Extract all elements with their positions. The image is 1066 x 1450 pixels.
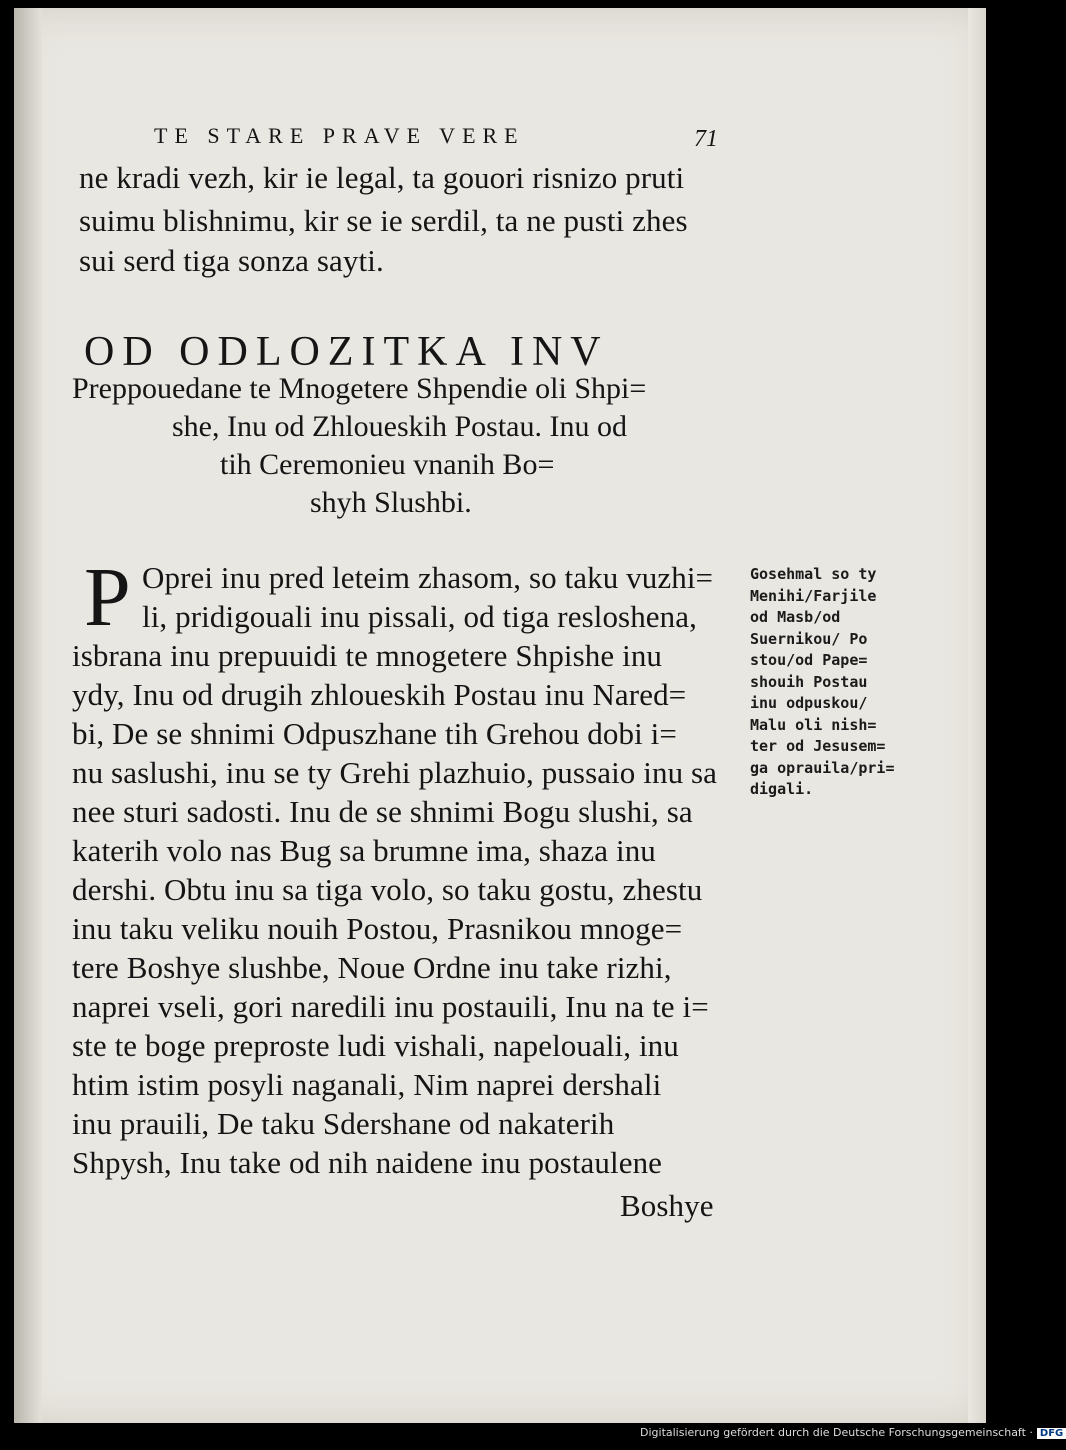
body-line: bi, De se shnimi Odpuszhane tih Grehou dobi i= (72, 716, 677, 751)
body-line: li, pridigouali inu pissali, od tiga resloshena, (142, 599, 697, 634)
body-line: tere Boshye slushbe, Noue Ordne inu take rizhi, (72, 950, 672, 985)
top-line: suimu blishnimu, kir se ie serdil, ta ne pusti zhes (79, 203, 688, 238)
marginal-note-line: Suernikou/ Po (750, 629, 868, 648)
body-line: dershi. Obtu inu sa tiga volo, so taku gostu, zhestu (72, 872, 703, 907)
section-heading: OD ODLOZITKA INV (84, 329, 609, 375)
marginal-note-line: ga oprauila/pri= (750, 758, 895, 777)
body-line: inu prauili, De taku Sdershane od nakaterih (72, 1106, 615, 1141)
body-line: inu taku veliku nouih Postou, Prasnikou mnoge= (72, 911, 683, 946)
dfg-logo: DFG (1037, 1428, 1066, 1439)
body-line: nu saslushi, inu se ty Grehi plazhuio, pussaio inu sa (72, 755, 718, 790)
marginal-note-line: od Masb/od (750, 608, 841, 626)
body-line: naprei vseli, gori naredili inu postauili, Inu na te i= (72, 989, 709, 1024)
running-head: TE STARE PRAVE VERE (154, 123, 525, 148)
drop-cap: P (84, 551, 131, 644)
marginal-note-line: Gosehmal so ty (750, 565, 877, 583)
footer-text: Digitalisierung gefördert durch die Deutsche Forschungsgemeinschaft · (640, 1426, 1033, 1439)
digitization-footer (640, 1426, 1066, 1439)
marginal-note-line: Menihi/Farjile (750, 586, 877, 605)
marginal-note-line: stou/od Pape= (750, 651, 868, 669)
marginal-note-line: ter od Jesusem= (750, 737, 886, 755)
body-line: Oprei inu pred leteim zhasom, so taku vuzhi= (142, 560, 714, 595)
marginal-note-line: Malu oli nish= (750, 715, 877, 734)
top-line: ne kradi vezh, kir ie legal, ta gouori risnizo pruti (79, 160, 685, 195)
heading-line: she, Inu od Zhloueskih Postau. Inu od (172, 410, 627, 443)
top-line: sui serd tiga sonza sayti. (79, 243, 384, 278)
heading-line: tih Ceremonieu vnanih Bo= (220, 448, 555, 481)
body-line: katerih volo nas Bug sa brumne ima, shaza inu (72, 833, 656, 868)
page-number: 71 (694, 126, 718, 152)
marginal-note-line: digali. (750, 780, 814, 798)
catchword: Boshye (620, 1188, 714, 1223)
book-page (14, 8, 986, 1423)
body-line: htim istim posyli naganali, Nim naprei dershali (72, 1067, 662, 1102)
body-line: ydy, Inu od drugih zhloueskih Postau inu Nared= (72, 677, 687, 712)
body-line: nee sturi sadosti. Inu de se shnimi Bogu slushi, sa (72, 794, 693, 829)
marginal-note-line: inu odpuskou/ (750, 694, 868, 712)
marginal-note (750, 564, 920, 801)
page-edge (968, 8, 986, 1423)
heading-line: Preppouedane te Mnogetere Shpendie oli Shpi= (72, 372, 647, 405)
body-line: ste te boge preproste ludi vishali, napelouali, inu (72, 1028, 679, 1063)
body-line: isbrana inu prepuuidi te mnogetere Shpishe inu (72, 638, 663, 673)
body-line: Shpysh, Inu take od nih naidene inu postaulene (72, 1145, 663, 1180)
heading-line: shyh Slushbi. (310, 486, 472, 519)
marginal-note-line: shouih Postau (750, 672, 868, 691)
page-gutter (14, 8, 42, 1423)
